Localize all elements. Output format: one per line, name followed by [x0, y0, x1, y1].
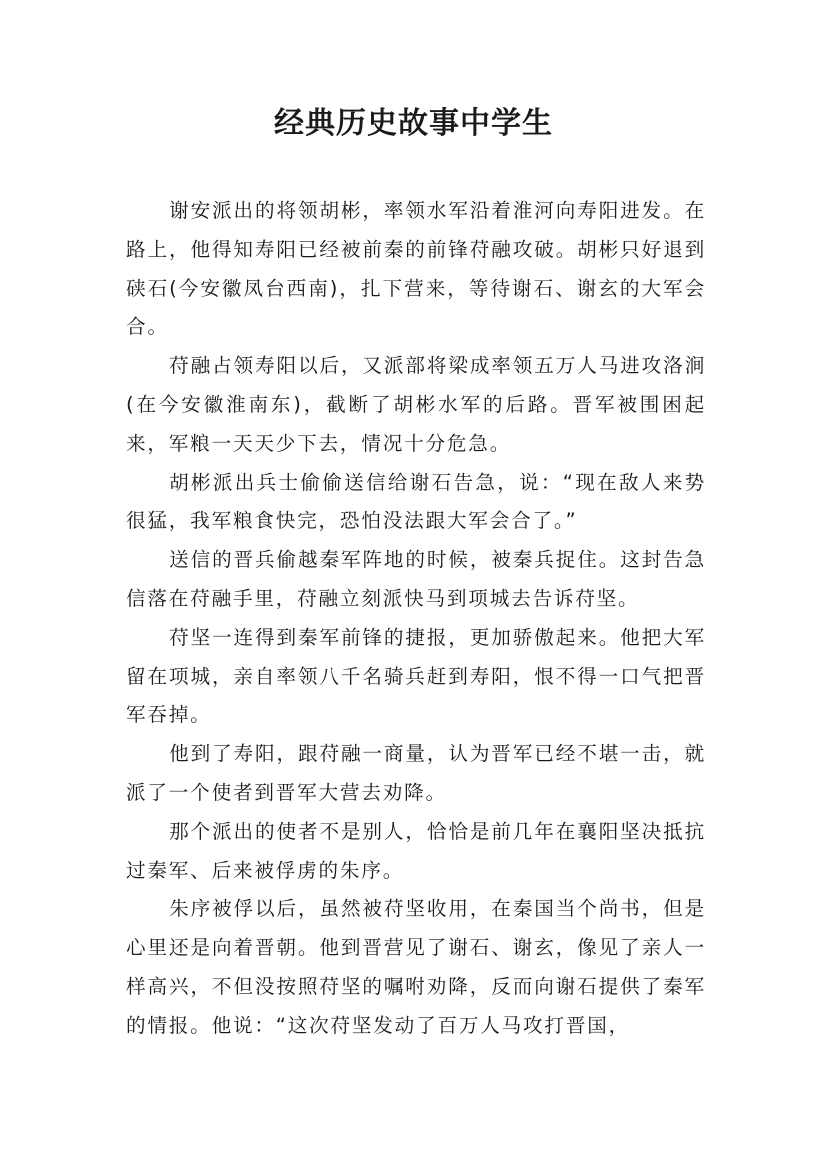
paragraph: 苻融占领寿阳以后，又派部将梁成率领五万人马进攻洛涧(在今安徽淮南东)，截断了胡彬水军的后路。晋军被围困起来，军粮一天天少下去，情况十分危急。: [126, 354, 706, 455]
document-title: 经典历史故事中学生: [274, 106, 553, 141]
paragraph: 送信的晋兵偷越秦军阵地的时候，被秦兵捉住。这封告急信落在苻融手里，苻融立刻派快马到项城去告诉苻坚。: [126, 548, 706, 610]
paragraph: 朱序被俘以后，虽然被苻坚收用，在秦国当个尚书，但是心里还是向着晋朝。他到晋营见了谢石、谢玄，像见了亲人一样高兴，不但没按照苻坚的嘱咐劝降，反而向谢石提供了秦军的情报。他说：“这次苻坚发动了百万人马攻打晋国，: [126, 897, 706, 1037]
paragraph: 那个派出的使者不是别人，恰恰是前几年在襄阳坚决抵抗过秦军、后来被俘虏的朱序。: [126, 819, 706, 882]
paragraph: 苻坚一连得到秦军前锋的捷报，更加骄傲起来。他把大军留在项城，亲自率领八千名骑兵赶到寿阳，恨不得一口气把晋军吞掉。: [126, 625, 706, 727]
paragraph: 他到了寿阳，跟苻融一商量，认为晋军已经不堪一击，就派了一个使者到晋军大营去劝降。: [126, 742, 706, 804]
paragraph: 胡彬派出兵士偷偷送信给谢石告急，说：“现在敌人来势很猛，我军粮食快完，恐怕没法跟大军会合了。”: [126, 470, 706, 533]
document-body: [126, 192, 706, 1046]
paragraph: 谢安派出的将领胡彬，率领水军沿着淮河向寿阳进发。在路上，他得知寿阳已经被前秦的前锋苻融攻破。胡彬只好退到硖石(今安徽凤台西南)，扎下营来，等待谢石、谢玄的大军会合。: [126, 199, 706, 339]
